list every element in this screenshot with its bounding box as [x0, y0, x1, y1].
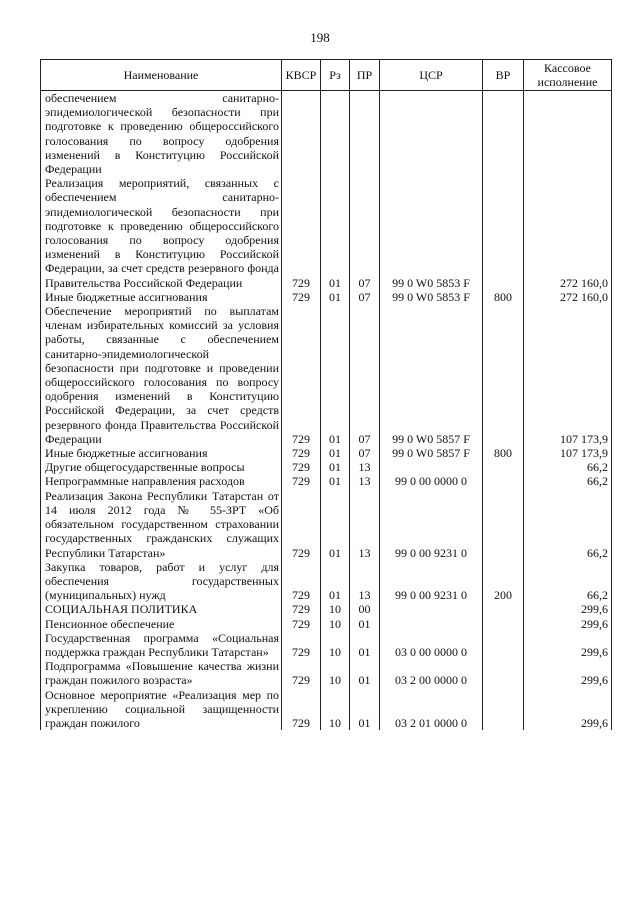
row-kvsr: 729 — [282, 304, 321, 446]
row-pr: 01 — [350, 631, 380, 659]
row-rz: 10 — [321, 659, 350, 687]
table-header — [41, 60, 612, 91]
row-csr: 99 0 00 9231 0 — [380, 560, 483, 603]
header-name: Наименование — [41, 60, 282, 91]
row-name: Подпрограмма «Повышение качества жизни граждан пожилого возраста» — [41, 659, 282, 687]
row-amount: 107 173,9 — [524, 446, 612, 460]
row-kvsr — [282, 91, 321, 177]
table-row — [41, 560, 612, 603]
row-csr — [380, 460, 483, 474]
row-amount: 66,2 — [524, 560, 612, 603]
table-row — [41, 474, 612, 488]
table-row — [41, 290, 612, 304]
row-kvsr: 729 — [282, 489, 321, 560]
row-kvsr: 729 — [282, 617, 321, 631]
row-kvsr: 729 — [282, 560, 321, 603]
row-amount: 272 160,0 — [524, 290, 612, 304]
row-name: Другие общегосударственные вопросы — [41, 460, 282, 474]
row-pr: 07 — [350, 290, 380, 304]
row-vr — [483, 659, 524, 687]
row-rz: 01 — [321, 446, 350, 460]
table-row — [41, 617, 612, 631]
row-vr — [483, 176, 524, 290]
header-vr: ВР — [483, 60, 524, 91]
row-kvsr: 729 — [282, 659, 321, 687]
row-amount — [524, 91, 612, 177]
row-vr — [483, 460, 524, 474]
row-kvsr: 729 — [282, 688, 321, 731]
row-vr — [483, 304, 524, 446]
table-row — [41, 688, 612, 731]
row-vr — [483, 91, 524, 177]
table-row — [41, 489, 612, 560]
row-pr: 01 — [350, 688, 380, 731]
row-name: Пенсионное обеспечение — [41, 617, 282, 631]
row-kvsr: 729 — [282, 176, 321, 290]
row-kvsr: 729 — [282, 290, 321, 304]
row-amount: 66,2 — [524, 460, 612, 474]
table-row — [41, 176, 612, 290]
row-name: СОЦИАЛЬНАЯ ПОЛИТИКА — [41, 602, 282, 616]
table-row — [41, 631, 612, 659]
row-amount: 66,2 — [524, 489, 612, 560]
row-name: Обеспечение мероприятий по выплатам членам избирательных комиссий за условия работы, связанные с обеспечением санитарно-эпидемиологической безопасности при подготовке и проведении общероссийского голосования по вопросу одобрения изменений в Конституцию Российской Федерации, за счет средств резервного фонда Правительства Российской Федерации — [41, 304, 282, 446]
row-amount: 299,6 — [524, 631, 612, 659]
budget-execution-table — [40, 59, 612, 730]
row-pr: 13 — [350, 474, 380, 488]
table-body — [41, 91, 612, 731]
row-amount: 107 173,9 — [524, 304, 612, 446]
row-kvsr: 729 — [282, 631, 321, 659]
row-pr: 13 — [350, 560, 380, 603]
row-vr — [483, 631, 524, 659]
row-pr: 00 — [350, 602, 380, 616]
row-name: Реализация Закона Республики Татарстан от 14 июля 2012 года № 55-ЗРТ «Об обязательном государственном страховании государственных гражданских служащих Республики Татарстан» — [41, 489, 282, 560]
row-pr: 01 — [350, 617, 380, 631]
row-csr — [380, 91, 483, 177]
row-rz: 10 — [321, 631, 350, 659]
row-csr: 99 0 00 9231 0 — [380, 489, 483, 560]
row-name: Реализация мероприятий, связанных с обеспечением санитарно-эпидемиологической безопасности при подготовке к проведению общероссийского голосования по вопросу одобрения изменений в Конституцию Российской Федерации, за счет средств резервного фонда Правительства Российской Федерации — [41, 176, 282, 290]
table-row — [41, 659, 612, 687]
row-name: обеспечением санитарно-эпидемиологической безопасности при подготовке к проведению общероссийского голосования по вопросу одобрения изменений в Конституцию Российской Федерации — [41, 91, 282, 177]
row-rz: 10 — [321, 688, 350, 731]
row-kvsr: 729 — [282, 446, 321, 460]
row-vr: 800 — [483, 446, 524, 460]
row-kvsr: 729 — [282, 460, 321, 474]
row-vr — [483, 474, 524, 488]
row-kvsr: 729 — [282, 474, 321, 488]
row-pr: 13 — [350, 460, 380, 474]
row-kvsr: 729 — [282, 602, 321, 616]
row-pr — [350, 91, 380, 177]
row-rz: 01 — [321, 460, 350, 474]
row-rz: 01 — [321, 489, 350, 560]
header-kvsr: КВСР — [282, 60, 321, 91]
row-csr: 99 0 00 0000 0 — [380, 474, 483, 488]
table-row — [41, 460, 612, 474]
row-rz: 10 — [321, 602, 350, 616]
row-pr: 07 — [350, 446, 380, 460]
row-pr: 07 — [350, 304, 380, 446]
row-name: Иные бюджетные ассигнования — [41, 446, 282, 460]
header-amount: Кассовое исполнение — [524, 60, 612, 91]
row-csr: 99 0 W0 5857 F — [380, 304, 483, 446]
row-csr: 03 2 00 0000 0 — [380, 659, 483, 687]
table-row — [41, 91, 612, 177]
row-vr — [483, 688, 524, 731]
row-amount: 299,6 — [524, 617, 612, 631]
header-csr: ЦСР — [380, 60, 483, 91]
row-rz: 01 — [321, 290, 350, 304]
row-rz — [321, 91, 350, 177]
row-vr: 800 — [483, 290, 524, 304]
row-amount: 299,6 — [524, 602, 612, 616]
table-row — [41, 446, 612, 460]
row-amount: 272 160,0 — [524, 176, 612, 290]
row-rz: 01 — [321, 474, 350, 488]
page-number: 198 — [310, 30, 330, 45]
header-pr: ПР — [350, 60, 380, 91]
row-amount: 66,2 — [524, 474, 612, 488]
row-name: Основное мероприятие «Реализация мер по укреплению социальной защищенности граждан пожилого — [41, 688, 282, 731]
row-rz: 01 — [321, 304, 350, 446]
row-csr — [380, 617, 483, 631]
row-name: Государственная программа «Социальная поддержка граждан Республики Татарстан» — [41, 631, 282, 659]
row-rz: 01 — [321, 176, 350, 290]
row-csr: 03 0 00 0000 0 — [380, 631, 483, 659]
row-csr: 99 0 W0 5857 F — [380, 446, 483, 460]
row-pr: 07 — [350, 176, 380, 290]
row-csr: 99 0 W0 5853 F — [380, 290, 483, 304]
row-pr: 01 — [350, 659, 380, 687]
table-row — [41, 304, 612, 446]
row-csr — [380, 602, 483, 616]
header-rz: Рз — [321, 60, 350, 91]
row-rz: 10 — [321, 617, 350, 631]
row-vr — [483, 489, 524, 560]
row-name: Закупка товаров, работ и услуг для обеспечения государственных (муниципальных) нужд — [41, 560, 282, 603]
row-pr: 13 — [350, 489, 380, 560]
row-name: Иные бюджетные ассигнования — [41, 290, 282, 304]
row-vr — [483, 602, 524, 616]
row-vr: 200 — [483, 560, 524, 603]
row-csr: 99 0 W0 5853 F — [380, 176, 483, 290]
table-row — [41, 602, 612, 616]
row-vr — [483, 617, 524, 631]
row-amount: 299,6 — [524, 659, 612, 687]
row-rz: 01 — [321, 560, 350, 603]
row-csr: 03 2 01 0000 0 — [380, 688, 483, 731]
row-amount: 299,6 — [524, 688, 612, 731]
row-name: Непрограммные направления расходов — [41, 474, 282, 488]
